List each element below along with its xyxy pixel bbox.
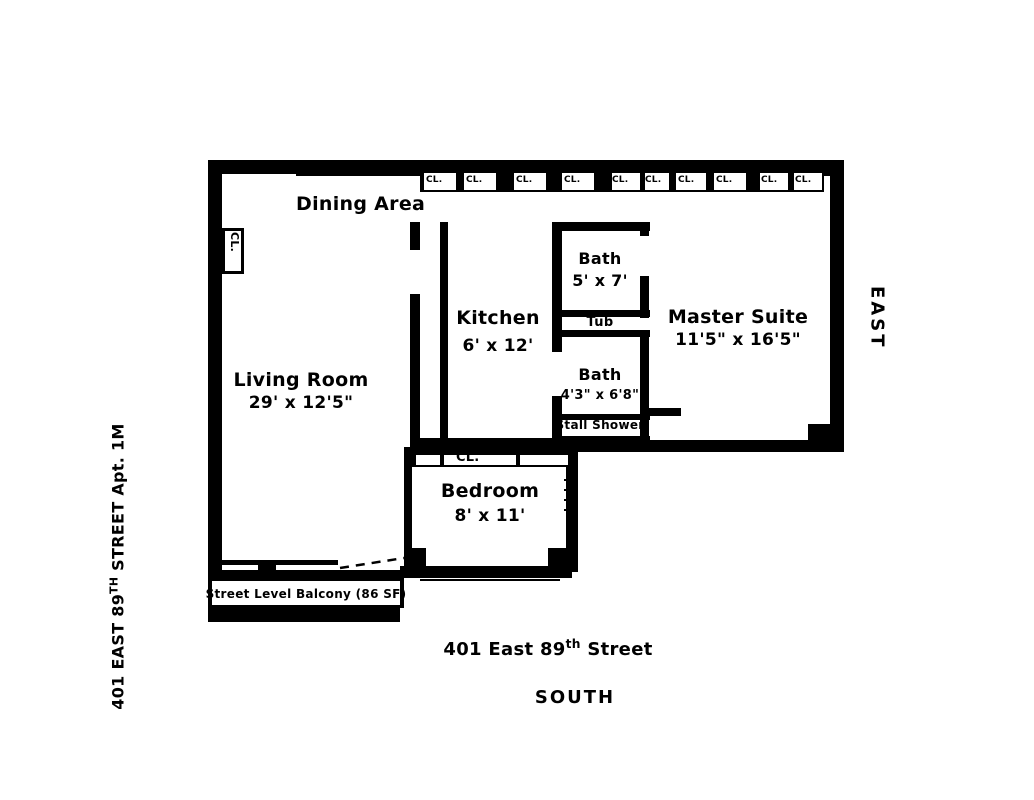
closet-label-living-room: CL. bbox=[228, 232, 241, 253]
room-dim-bath-1: 5' x 7' bbox=[572, 271, 628, 290]
closet-label-north-2: CL. bbox=[466, 175, 483, 185]
side-title-prefix: 401 EAST 89 bbox=[108, 593, 128, 710]
closet-label-north-3: CL. bbox=[516, 175, 533, 185]
closet-label-north-9: CL. bbox=[761, 175, 778, 185]
fixture-label-balcony: Street Level Balcony (86 SF) bbox=[205, 587, 407, 601]
room-label-master-suite: Master Suite bbox=[667, 306, 809, 328]
room-dim-bath-2: 4'3" x 6'8" bbox=[560, 388, 640, 403]
bottom-street-sup: th bbox=[565, 637, 581, 651]
room-label-bath-2: Bath bbox=[578, 365, 622, 384]
room-dim-master-suite: 11'5" x 16'5" bbox=[675, 330, 801, 350]
closet-label-north-10: CL. bbox=[795, 175, 812, 185]
interior-walls bbox=[404, 222, 681, 572]
closet-label-bedroom: CL. bbox=[456, 450, 480, 465]
room-label-bath-1: Bath bbox=[578, 249, 622, 268]
room-dim-kitchen: 6' x 12' bbox=[462, 336, 534, 356]
fixture-label-tub: Tub bbox=[586, 315, 614, 330]
room-label-living-room: Living Room bbox=[233, 369, 369, 391]
page-title-vertical bbox=[108, 423, 128, 709]
fixture-label-stall-shower: Stall Shower bbox=[555, 418, 645, 432]
side-title-sup: TH bbox=[107, 576, 121, 594]
closet-label-north-5: CL. bbox=[612, 175, 629, 185]
closet-label-north-1: CL. bbox=[426, 175, 443, 185]
room-label-dining-area: Dining Area bbox=[296, 193, 426, 215]
room-dim-bedroom: 8' x 11' bbox=[454, 506, 526, 526]
closet-label-north-8: CL. bbox=[716, 175, 733, 185]
room-label-kitchen: Kitchen bbox=[456, 307, 540, 329]
bottom-street-tail: Street bbox=[580, 639, 653, 660]
room-label-bedroom: Bedroom bbox=[440, 480, 540, 502]
room-dim-living-room: 29' x 12'5" bbox=[248, 393, 354, 413]
closet-bedroom bbox=[412, 450, 572, 467]
bottom-street-text: 401 East 89 bbox=[443, 639, 566, 660]
side-title-tail: STREET Apt. 1M bbox=[108, 423, 128, 577]
compass-south-label: SOUTH bbox=[534, 687, 616, 708]
bottom-street-label bbox=[443, 637, 652, 661]
closet-label-north-7: CL. bbox=[678, 175, 695, 185]
closet-label-north-6: CL. bbox=[645, 175, 662, 185]
closet-label-north-4: CL. bbox=[564, 175, 581, 185]
compass-east-label: EAST bbox=[866, 286, 888, 350]
